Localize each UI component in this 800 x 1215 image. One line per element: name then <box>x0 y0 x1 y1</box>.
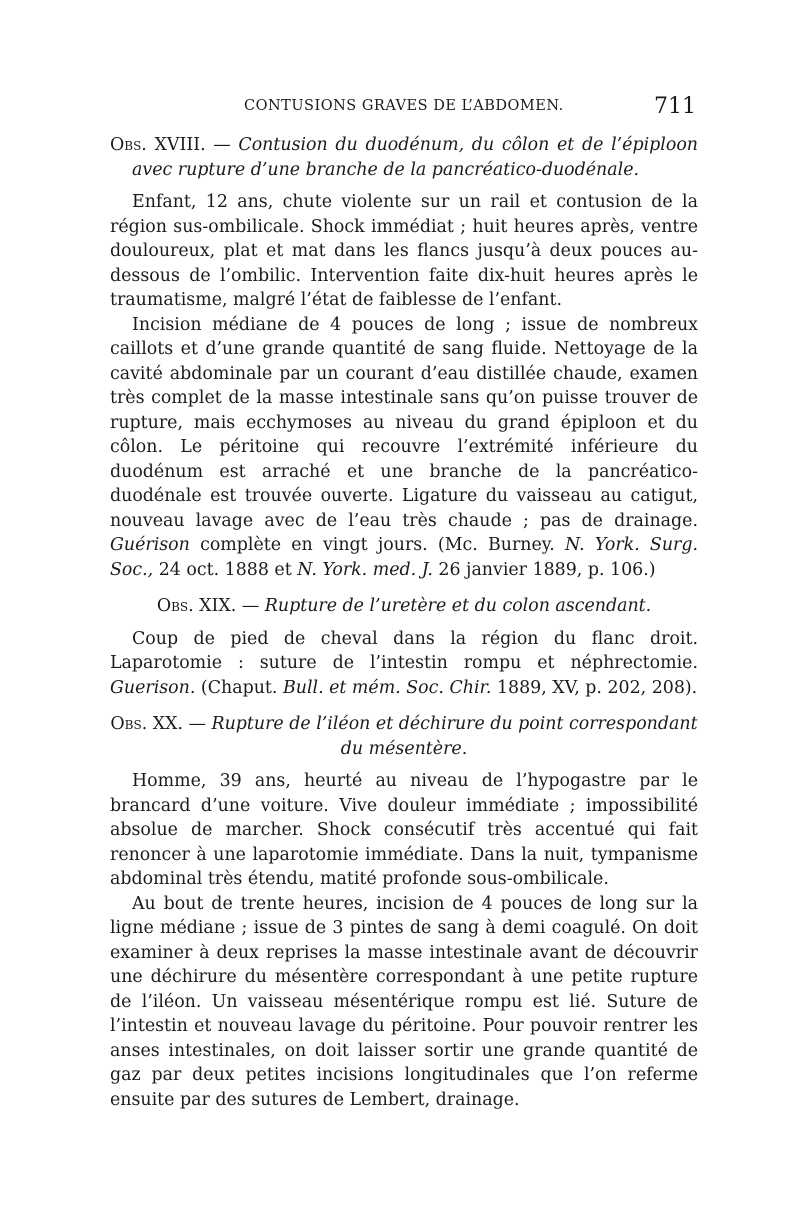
observation-19-paragraph <box>110 627 698 701</box>
observation-19-label: Obs. XIX. — <box>156 596 260 616</box>
observation-18-journal-1: N. York. Surg. Soc., <box>110 535 699 580</box>
observation-20-label: Obs. XX. — <box>110 714 206 734</box>
observation-20-paragraph-2: Au bout de trente heures, incision de 4 pouces de long sur la ligne médiane ; issue de 3 pintes de sang à demi coagulé. On doit examiner à deux reprises la masse intestinale avant de découvrir une déchirure du mésentère correspondant à une petite rupture de l’iléon. Un vaisseau mésentérique rompu est lié. Suture de l’intestin et nouveau lavage du péritoine. Pour pouvoir rentrer les anses intestinales, on doit laisser sortir une grande quantité de gaz par deux petites incisions longitudinales que l’on referme ensuite par des sutures de Lembert, drainage. <box>110 893 698 1110</box>
observation-18-journal-2: N. York. med. J. <box>297 559 433 580</box>
observation-19-journal: Bull. et mém. Soc. Chir. <box>282 677 492 698</box>
observation-18-reference-3: 26 janvier 1889, p. 106.) <box>438 559 656 580</box>
observation-18-reference-2: 24 oct. 1888 et <box>158 559 292 580</box>
observation-20-title: Rupture de l’iléon et déchirure du point correspondant du mésentère. <box>211 714 698 759</box>
body-text <box>110 133 698 1112</box>
observation-18-paragraph-2 <box>110 313 698 583</box>
running-title: CONTUSIONS GRAVES DE L’ABDOMEN. <box>244 98 564 114</box>
observation-19-heading <box>110 594 698 619</box>
observation-18-paragraph-1: Enfant, 12 ans, chute violente sur un rail et contusion de la région sus-ombilicale. Shock immédiat ; huit heures après, ventre douloureux, plat et mat dans les flancs jusqu’à deux pouces au-dessous de l’ombilic. Intervention faite dix-huit heures après le traumatisme, malgré l’état de faiblesse de l’enfant. <box>110 192 698 310</box>
observation-19-outcome: Guerison. <box>110 677 196 698</box>
observation-18-paragraph-2-text: Incision médiane de 4 pouces de long ; issue de nombreux caillots et d’une grande quantité de sang fluide. Nettoyage de la cavité abdominale par un courant d’eau distillée chaude, examen très complet de la masse intestinale sans qu’on puisse trouver de rupture, mais ecchymoses au niveau du grand épiploon et du côlon. Le péritoine qui recouvre l’extrémité inférieure du duodénum est arraché et une branche de la pancréatico-duodénale est trouvée ouverte. Ligature du vaisseau au catigut, nouveau lavage avec de l’eau très chaude ; pas de drainage. <box>110 314 698 531</box>
observation-20-heading <box>110 712 698 761</box>
observation-19-title: Rupture de l’uretère et du colon ascendant. <box>264 596 652 616</box>
observation-19-reference-author: (Chaput. <box>200 677 278 698</box>
observation-18-label: Obs. XVIII. — <box>110 135 231 155</box>
observation-19-text: Coup de pied de cheval dans la région du flanc droit. Laparotomie : suture de l’intestin rompu et néphrectomie. <box>110 628 698 673</box>
page-number: 711 <box>654 94 696 119</box>
observation-20-paragraph-1: Homme, 39 ans, heurté au niveau de l’hypogastre par le brancard d’une voiture. Vive douleur immédiate ; impossibilité absolue de marcher. Shock consécutif très accentué qui fait renoncer à une laparotomie immédiate. Dans la nuit, tympanisme abdominal très étendu, matité profonde sous-ombilicale. <box>110 771 698 889</box>
observation-18-heading <box>110 133 698 182</box>
running-head <box>110 96 698 126</box>
observation-18-outcome: Guérison <box>110 535 190 555</box>
observation-18-title: Contusion du duodénum, du côlon et de l’épiploon avec rupture d’une branche de la pancréatico-duodénale. <box>132 135 698 180</box>
observation-19-reference-pages: 1889, XV, p. 202, 208). <box>496 677 698 698</box>
observation-18-reference-1: complète en vingt jours. (Mc. Burney. <box>200 535 555 555</box>
